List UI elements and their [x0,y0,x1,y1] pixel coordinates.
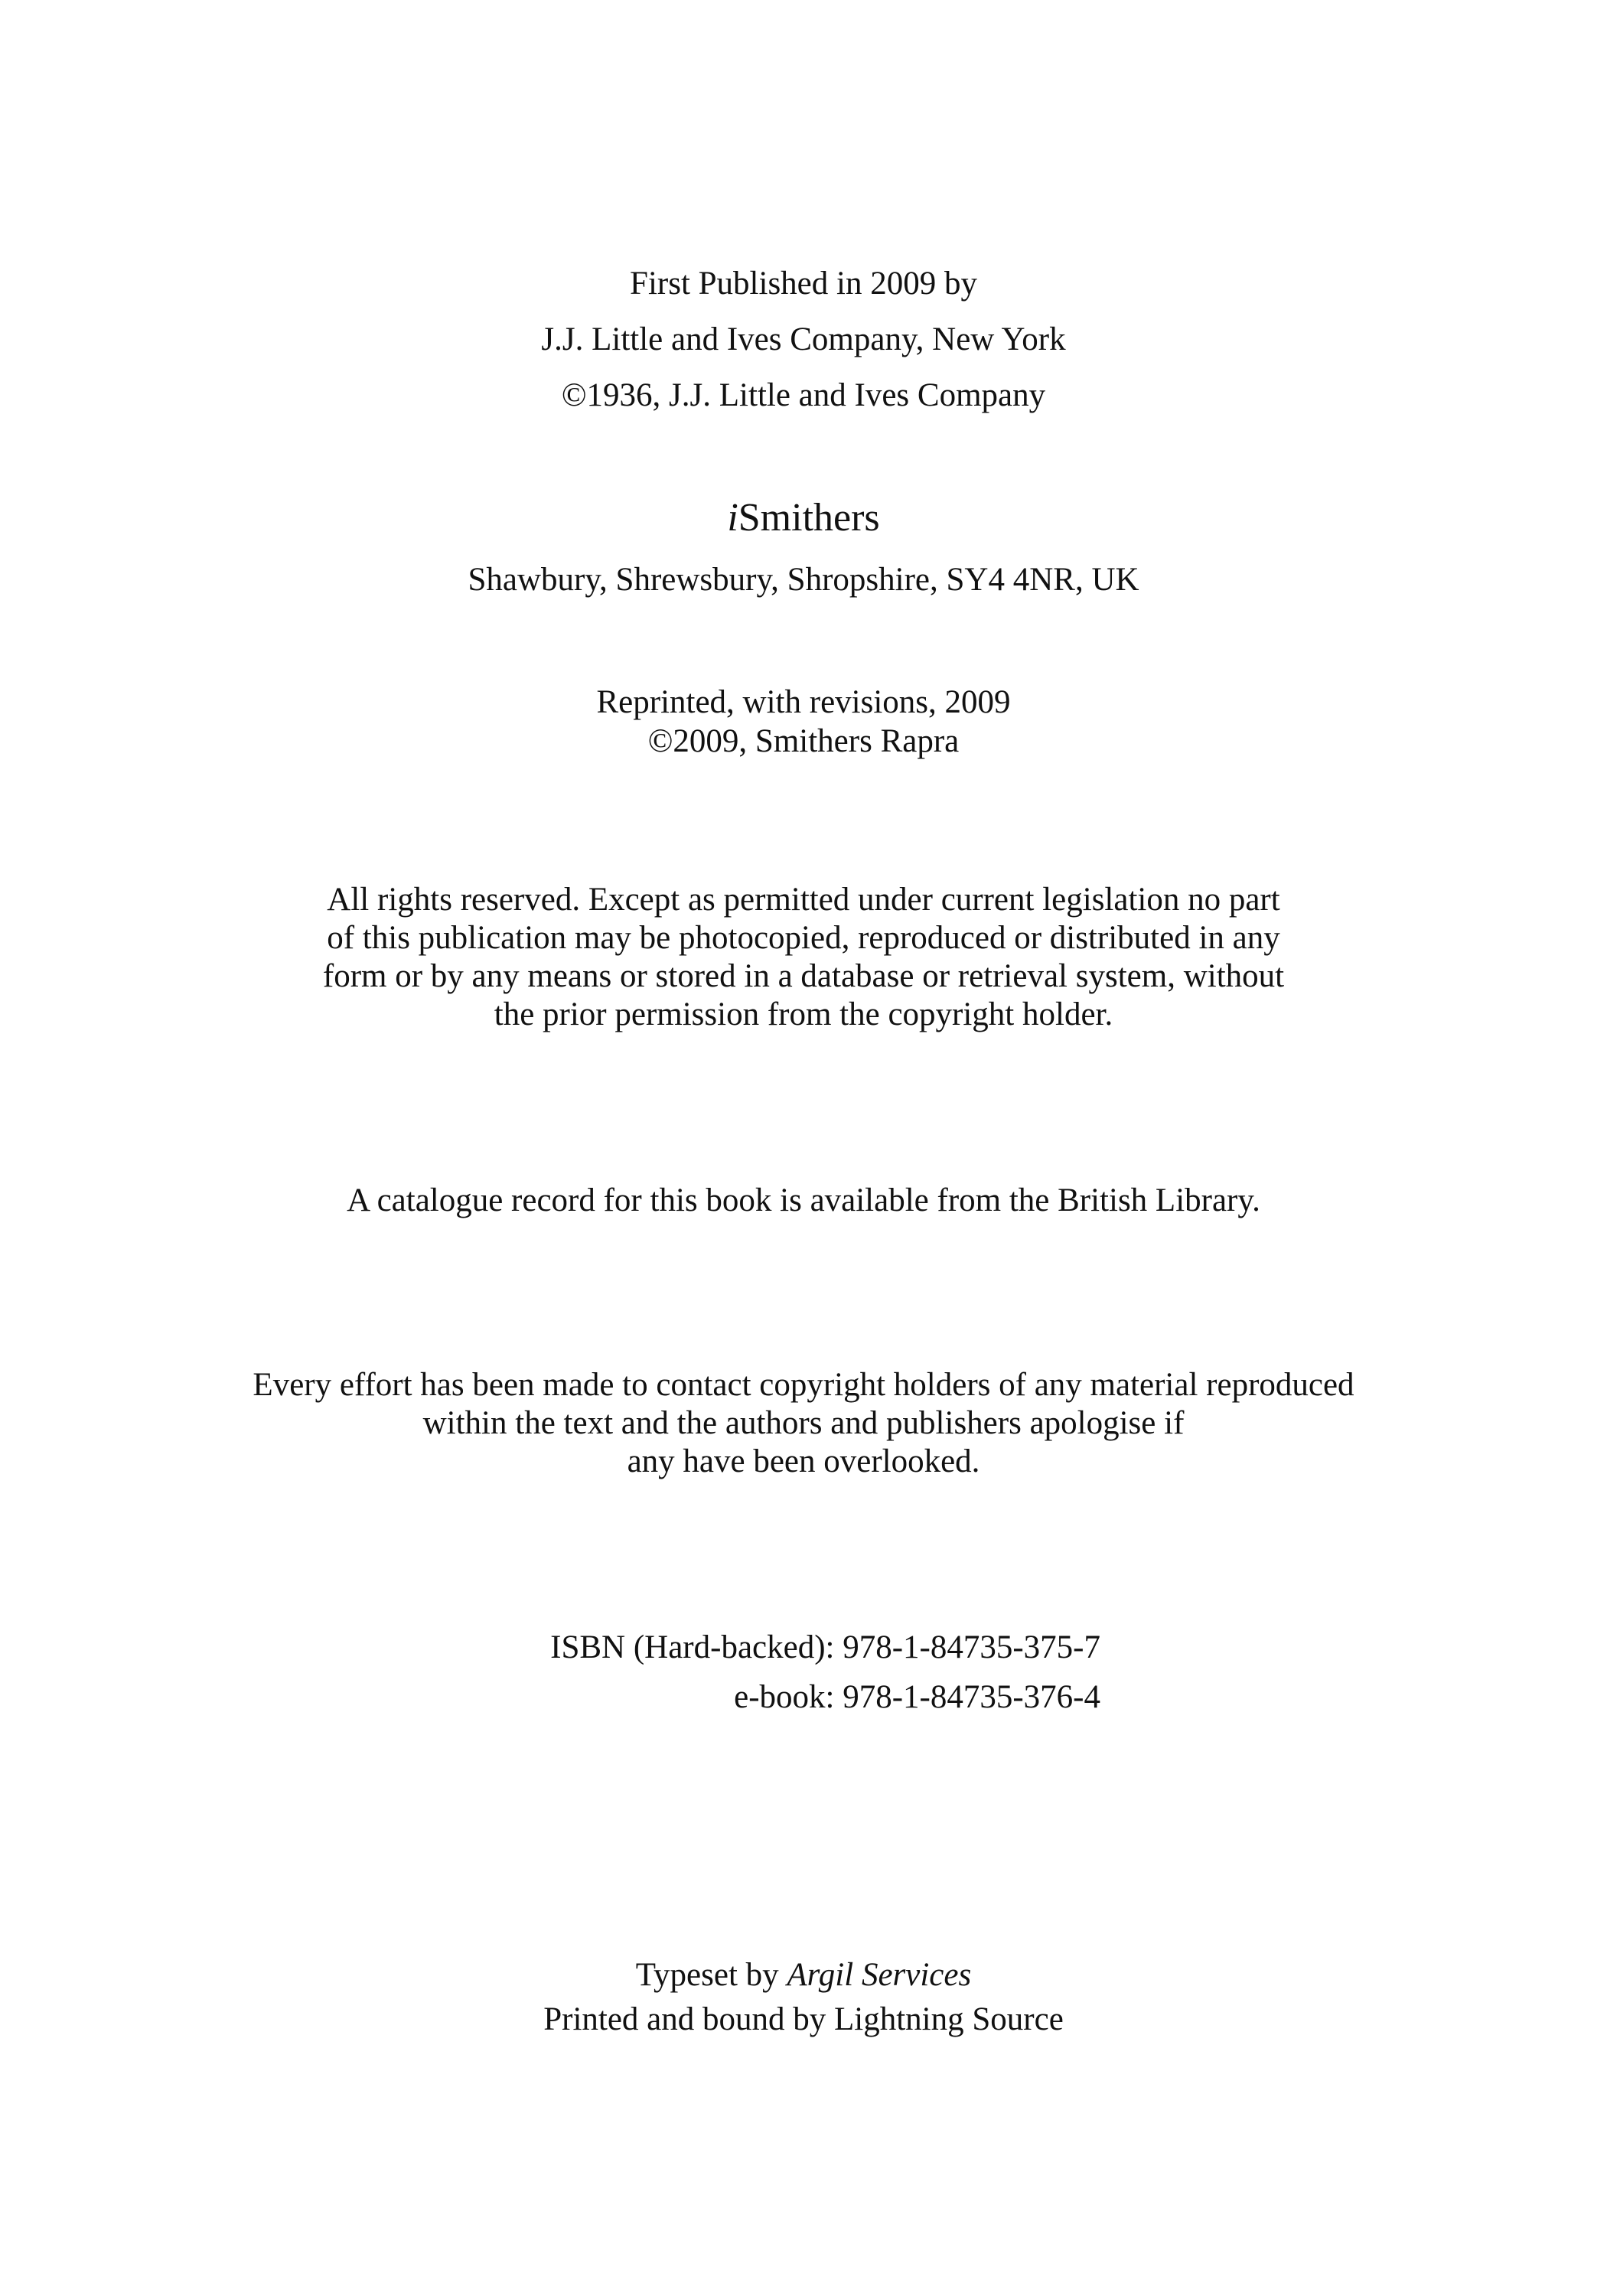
rights-line: form or by any means or stored in a database or retrieval system, without [322,958,1285,994]
imprint-name-prefix: i [727,496,738,540]
typeset-name: Argil Services [787,1957,972,1993]
typeset-label: Typeset by [635,1957,787,1993]
typeset-credit [0,1955,1607,1995]
publisher-line: J.J. Little and Ives Company, New York [541,321,1066,357]
rights-line: the prior permission from the copyright holder. [494,996,1113,1032]
imprint-name [0,494,1607,543]
isbn-ebook: e-book: 978-1-84735-376-4 [734,1679,1100,1715]
first-published-line: First Published in 2009 by [630,266,977,302]
reprint-note: Reprinted, with revisions, 2009 [596,684,1011,720]
original-copyright-line: ©1936, J.J. Little and Ives Company [561,377,1046,413]
disclaimer-line: Every effort has been made to contact copyright holders of any material reproduced [253,1367,1354,1403]
disclaimer-line: any have been overlooked. [627,1443,980,1479]
rights-line: All rights reserved. Except as permitted under current legislation no part [327,882,1280,918]
imprint-address: Shawbury, Shrewsbury, Shropshire, SY4 4NR, UK [468,562,1139,598]
imprint-name-rest: Smithers [738,496,880,540]
disclaimer-line: within the text and the authors and publishers apologise if [422,1405,1185,1441]
reprint-copyright: ©2009, Smithers Rapra [647,723,960,759]
catalogue-note: A catalogue record for this book is available from the British Library. [347,1182,1260,1218]
rights-line: of this publication may be photocopied, reproduced or distributed in any [327,920,1280,956]
isbn-hardback: ISBN (Hard-backed): 978-1-84735-375-7 [550,1629,1100,1665]
printed-credit: Printed and bound by Lightning Source [543,2001,1064,2037]
